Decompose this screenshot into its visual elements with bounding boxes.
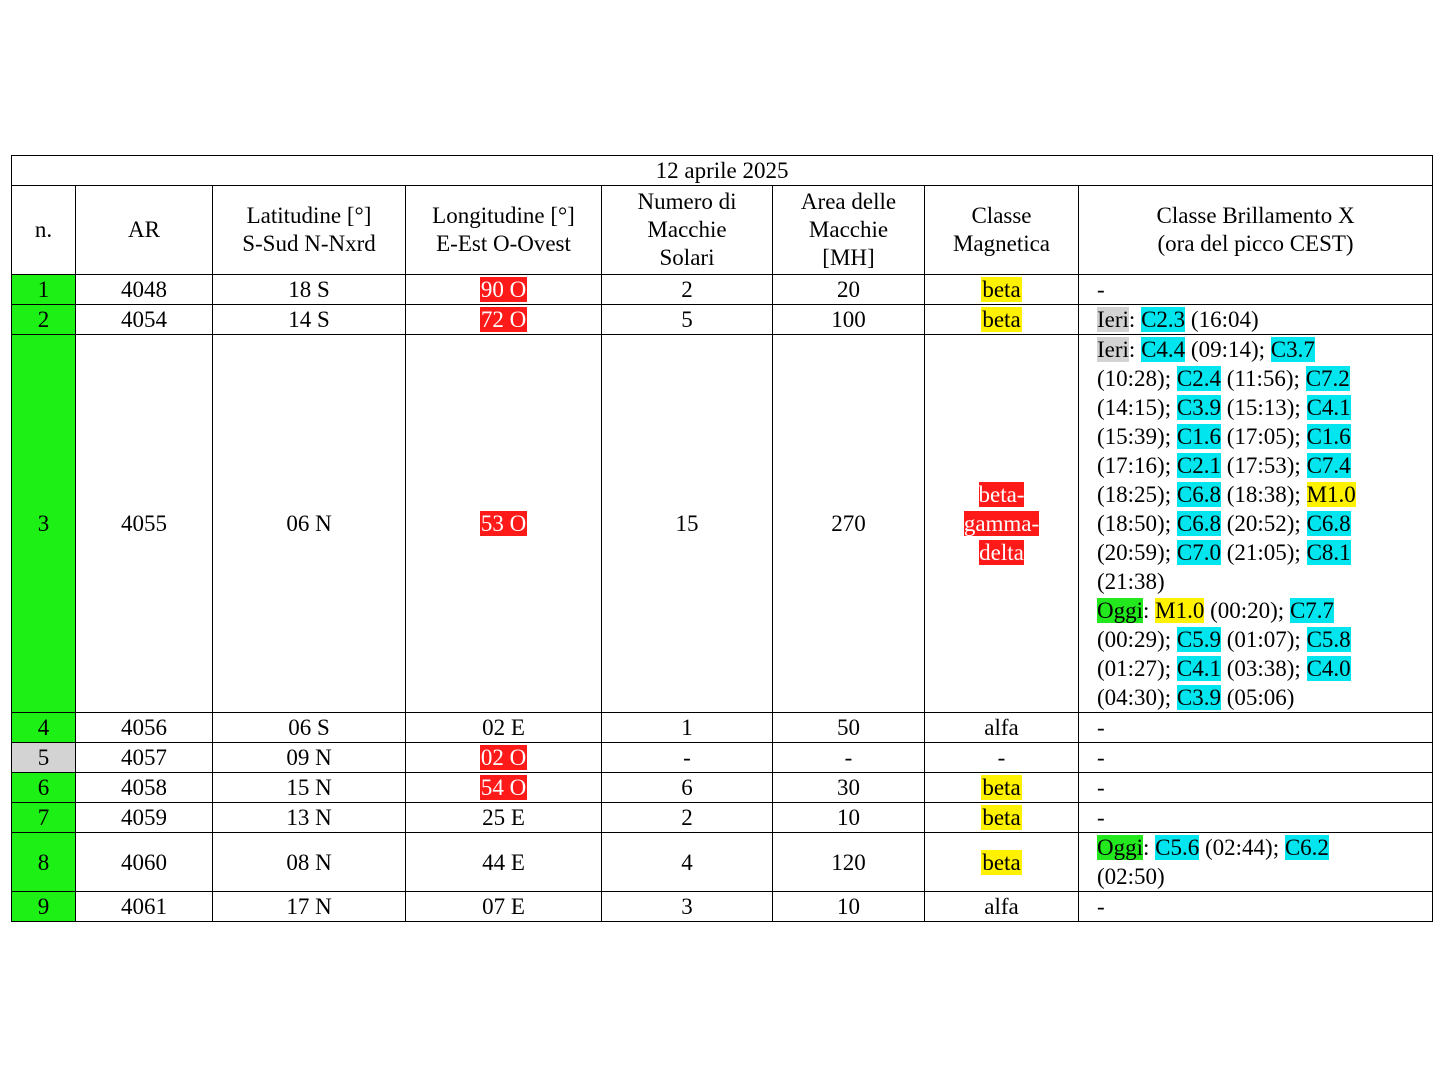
cell-lat: 13 N <box>213 803 406 833</box>
header-longitude-line1: Longitudine [°] <box>432 203 575 228</box>
cell-flares: - <box>1079 713 1433 743</box>
header-n: n. <box>12 186 76 275</box>
cell-lat: 15 N <box>213 773 406 803</box>
mag-multi <box>964 480 1039 567</box>
cell-lon: 44 E <box>406 833 602 892</box>
flare-time: (00:20); <box>1210 598 1285 623</box>
oggi-label: Oggi <box>1097 835 1143 860</box>
cell-n: 1 <box>12 275 76 305</box>
flare-line <box>1097 480 1418 509</box>
cell-n: 7 <box>12 803 76 833</box>
flare-time: (11:56); <box>1226 366 1300 391</box>
cell-spots: 5 <box>602 305 773 335</box>
sunspot-table <box>11 155 1433 922</box>
cell-area: 120 <box>773 833 925 892</box>
flare-class: C3.9 <box>1176 685 1221 710</box>
flare-time: (00:29); <box>1097 627 1172 652</box>
cell-flares <box>1079 335 1433 713</box>
flare-time: (18:50); <box>1097 511 1172 536</box>
flare-time: (18:25); <box>1097 482 1172 507</box>
cell-flares: - <box>1079 892 1433 922</box>
cell-flares <box>1079 833 1433 892</box>
mag-line-1: beta- <box>978 482 1025 507</box>
flare-time: (20:59); <box>1097 540 1172 565</box>
flare-class: C3.7 <box>1270 337 1315 362</box>
cell-spots: 15 <box>602 335 773 713</box>
cell-spots: 2 <box>602 275 773 305</box>
flare-class: M1.0 <box>1306 482 1356 507</box>
flare-line <box>1097 654 1418 683</box>
flare-line <box>1097 422 1418 451</box>
cell-flares: - <box>1079 773 1433 803</box>
header-magnetic-line1: Classe <box>971 203 1032 228</box>
flare-class: C5.8 <box>1306 627 1351 652</box>
flare-class: C8.1 <box>1306 540 1351 565</box>
cell-lon <box>406 773 602 803</box>
flare-class: C5.6 <box>1155 835 1200 860</box>
cell-area: - <box>773 743 925 773</box>
flare-line: Oggi: M1.0 (00:20); C7.7 <box>1097 598 1335 623</box>
flare-line <box>1097 393 1418 422</box>
cell-ar: 4054 <box>76 305 213 335</box>
table-row <box>12 305 1433 335</box>
flare-time: (04:30); <box>1097 685 1172 710</box>
flare-class: M1.0 <box>1155 598 1205 623</box>
cell-n: 5 <box>12 743 76 773</box>
flare-time: (15:13); <box>1226 395 1301 420</box>
table-row <box>12 892 1433 922</box>
flare-class: C7.7 <box>1289 598 1335 623</box>
cell-spots: 2 <box>602 803 773 833</box>
flare-class: C2.3 <box>1141 307 1186 332</box>
cell-ar: 4060 <box>76 833 213 892</box>
flare-class: C2.1 <box>1176 453 1221 478</box>
table-row <box>12 743 1433 773</box>
cell-mag: - <box>925 743 1079 773</box>
table-row <box>12 803 1433 833</box>
mag-highlight: beta <box>982 849 1021 875</box>
flare-time: (16:04) <box>1190 307 1259 332</box>
header-longitude <box>406 186 602 275</box>
ieri-label: Ieri <box>1097 307 1129 332</box>
cell-area: 30 <box>773 773 925 803</box>
flare-line <box>1097 538 1418 567</box>
mag-highlight: beta <box>982 775 1021 800</box>
cell-lat: 08 N <box>213 833 406 892</box>
mag-highlight: beta <box>982 307 1021 332</box>
cell-lon <box>406 335 602 713</box>
flare-class: C1.6 <box>1306 424 1351 449</box>
flare-class: C6.8 <box>1306 511 1351 536</box>
cell-spots: 3 <box>602 892 773 922</box>
cell-flares: Ieri: C2.3 (16:04) <box>1079 305 1433 335</box>
flare-class: C4.1 <box>1176 656 1221 681</box>
header-latitude <box>213 186 406 275</box>
flare-time: (17:53); <box>1226 453 1301 478</box>
cell-mag <box>925 833 1079 892</box>
flare-class: C4.4 <box>1141 337 1186 362</box>
flare-line <box>1097 567 1418 596</box>
cell-spots: - <box>602 743 773 773</box>
cell-ar: 4058 <box>76 773 213 803</box>
cell-n: 4 <box>12 713 76 743</box>
flare-time: (03:38); <box>1226 656 1301 681</box>
flare-class: C7.4 <box>1306 453 1351 478</box>
flare-time: (02:44); <box>1204 835 1280 860</box>
flare-time: (17:16); <box>1097 453 1172 478</box>
lon-highlight: 02 O <box>480 745 527 770</box>
mag-line-3: delta <box>979 540 1024 565</box>
flare-time: (21:38) <box>1097 569 1165 594</box>
header-magnetic-line2: Magnetica <box>952 231 1051 256</box>
cell-spots: 4 <box>602 833 773 892</box>
cell-n: 3 <box>12 335 76 713</box>
mag-line-2: gamma- <box>963 511 1040 536</box>
cell-lat: 09 N <box>213 743 406 773</box>
flare-line: Oggi: C5.6 (02:44); C6.2 <box>1097 835 1329 860</box>
cell-mag <box>925 305 1079 335</box>
cell-lon: 02 E <box>406 713 602 743</box>
flare-time: (05:06) <box>1226 685 1295 710</box>
cell-ar: 4056 <box>76 713 213 743</box>
lon-highlight: 53 O <box>480 511 527 536</box>
flare-class: C1.6 <box>1176 424 1221 449</box>
lon-highlight: 54 O <box>480 775 527 800</box>
flare-time: (18:38); <box>1226 482 1301 507</box>
lon-highlight: 72 O <box>480 307 527 332</box>
cell-mag: alfa <box>925 713 1079 743</box>
header-longitude-line2: E-Est O-Ovest <box>436 231 571 256</box>
flare-time: (14:15); <box>1097 395 1172 420</box>
cell-mag <box>925 335 1079 713</box>
mag-highlight: beta <box>982 805 1021 830</box>
flare-time: (17:05); <box>1226 424 1301 449</box>
table-row <box>12 275 1433 305</box>
cell-mag <box>925 275 1079 305</box>
flare-time: (09:14); <box>1190 337 1266 362</box>
flare-line: Ieri: C4.4 (09:14); C3.7 <box>1097 337 1315 362</box>
cell-ar: 4059 <box>76 803 213 833</box>
cell-lon: 25 E <box>406 803 602 833</box>
flare-class: C7.2 <box>1305 366 1350 391</box>
flare-class: C6.8 <box>1176 482 1221 507</box>
flare-line <box>1097 451 1418 480</box>
table-title: 12 aprile 2025 <box>12 156 1433 186</box>
flare-time: (01:27); <box>1097 656 1172 681</box>
cell-mag: alfa <box>925 892 1079 922</box>
cell-ar: 4057 <box>76 743 213 773</box>
cell-flares: - <box>1079 803 1433 833</box>
cell-n: 9 <box>12 892 76 922</box>
flare-time: (15:39); <box>1097 424 1172 449</box>
flare-time: (10:28); <box>1097 366 1172 391</box>
flare-time: (02:50) <box>1097 864 1165 889</box>
cell-lat: 06 N <box>213 335 406 713</box>
cell-n: 6 <box>12 773 76 803</box>
flare-line <box>1097 364 1418 393</box>
flare-line <box>1097 683 1418 712</box>
flare-class: C6.2 <box>1284 835 1329 860</box>
flare-class: C2.4 <box>1176 366 1221 391</box>
header-row <box>12 186 1433 275</box>
header-flare-line1: Classe Brillamento X <box>1156 203 1355 228</box>
cell-area: 270 <box>773 335 925 713</box>
table-row <box>12 713 1433 743</box>
cell-ar: 4055 <box>76 335 213 713</box>
cell-lat: 06 S <box>213 713 406 743</box>
header-area-line3: [MH] <box>822 245 875 270</box>
flare-class: C4.0 <box>1306 656 1351 681</box>
header-spots-line1: Numero di <box>637 189 737 214</box>
flare-line <box>1097 862 1418 891</box>
cell-spots: 6 <box>602 773 773 803</box>
header-magnetic-class <box>925 186 1079 275</box>
header-area-line2: Macchie <box>808 217 889 242</box>
lon-highlight: 90 O <box>480 277 527 302</box>
flare-time: (21:05); <box>1226 540 1301 565</box>
cell-mag <box>925 773 1079 803</box>
cell-lon <box>406 305 602 335</box>
cell-ar: 4048 <box>76 275 213 305</box>
flare-class: C5.9 <box>1176 627 1221 652</box>
cell-area: 10 <box>773 803 925 833</box>
header-ar: AR <box>76 186 213 275</box>
cell-flares: - <box>1079 275 1433 305</box>
header-flare-line2: (ora del picco CEST) <box>1157 231 1354 256</box>
table-row <box>12 773 1433 803</box>
header-spots-line2: Macchie <box>647 217 727 242</box>
header-area <box>773 186 925 275</box>
table-row <box>12 833 1433 892</box>
title-row <box>12 156 1433 186</box>
cell-area: 10 <box>773 892 925 922</box>
cell-lat: 17 N <box>213 892 406 922</box>
flare-line <box>1097 509 1418 538</box>
header-area-line1: Area delle <box>800 189 897 214</box>
mag-highlight: beta <box>982 277 1021 302</box>
flare-time: (20:52); <box>1226 511 1301 536</box>
cell-lon: 07 E <box>406 892 602 922</box>
flare-class: C7.0 <box>1176 540 1221 565</box>
flare-class: C4.1 <box>1306 395 1351 420</box>
cell-area: 100 <box>773 305 925 335</box>
cell-lon <box>406 275 602 305</box>
header-spots <box>602 186 773 275</box>
flare-class: C6.8 <box>1176 511 1221 536</box>
cell-n: 2 <box>12 305 76 335</box>
cell-lat: 14 S <box>213 305 406 335</box>
table-row <box>12 335 1433 713</box>
cell-mag <box>925 803 1079 833</box>
header-flare-class <box>1079 186 1433 275</box>
cell-lon <box>406 743 602 773</box>
cell-area: 20 <box>773 275 925 305</box>
cell-n: 8 <box>12 833 76 892</box>
cell-spots: 1 <box>602 713 773 743</box>
header-latitude-line1: Latitudine [°] <box>246 203 372 228</box>
ieri-label: Ieri <box>1097 337 1129 362</box>
flare-class: C3.9 <box>1176 395 1221 420</box>
cell-area: 50 <box>773 713 925 743</box>
cell-flares: - <box>1079 743 1433 773</box>
oggi-label: Oggi <box>1097 598 1143 623</box>
header-spots-line3: Solari <box>659 245 715 270</box>
flare-line <box>1097 625 1418 654</box>
header-latitude-line2: S-Sud N-Nxrd <box>242 231 376 256</box>
cell-ar: 4061 <box>76 892 213 922</box>
cell-lat: 18 S <box>213 275 406 305</box>
flare-time: (01:07); <box>1226 627 1301 652</box>
